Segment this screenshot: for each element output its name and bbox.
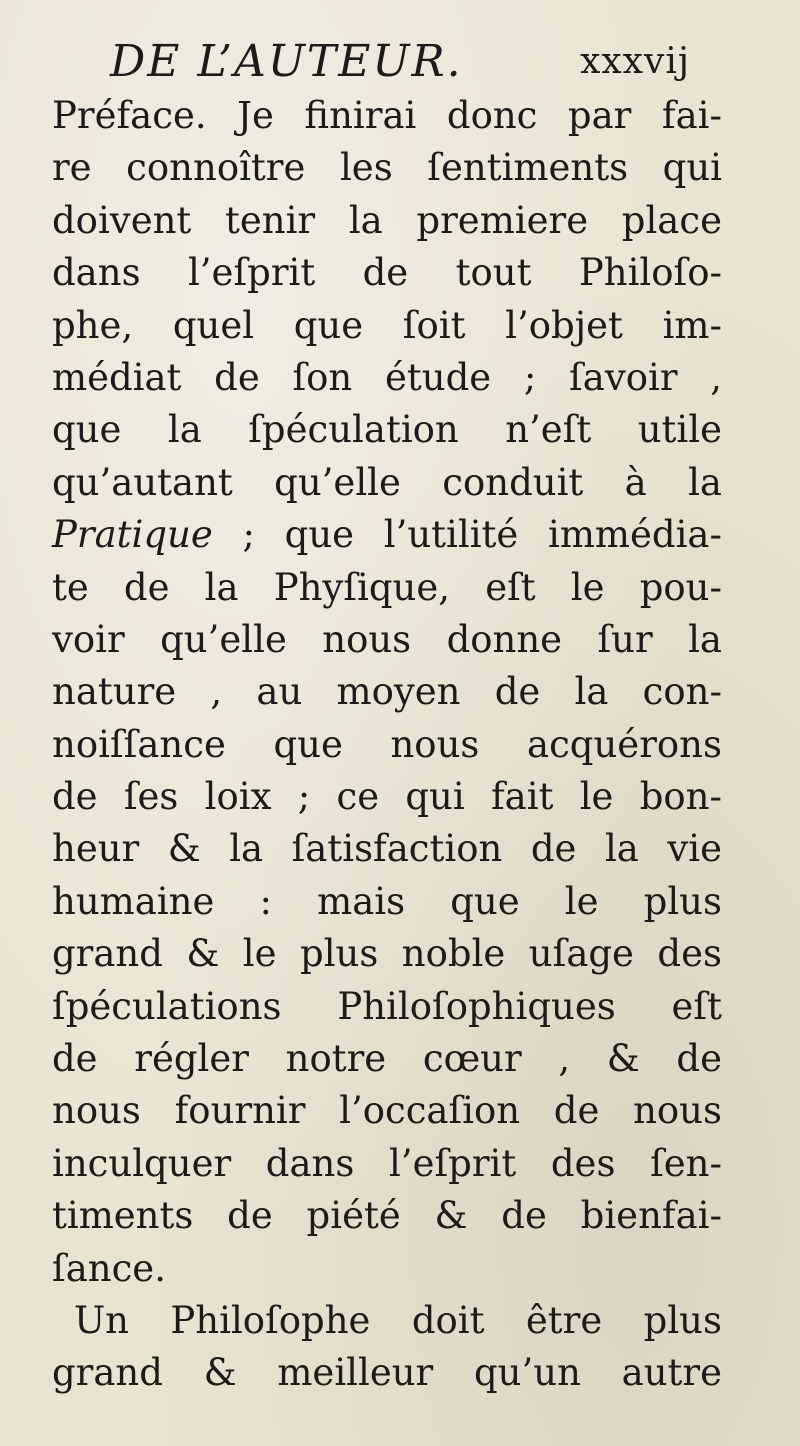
running-head-title: DE L’AUTEUR. [110, 36, 463, 87]
text-line: de ſes loix ; ce qui fait le bon- [52, 775, 722, 819]
text-line: nous fournir l’occaſion de nous [52, 1089, 722, 1133]
text-line: de régler notre cœur , & de [52, 1037, 722, 1081]
text-line: humaine : mais que le plus [52, 879, 722, 923]
text-line: voir qu’elle nous donne ſur la [52, 617, 722, 661]
italic-word: Pratique [52, 513, 213, 557]
text-line: grand & meilleur qu’un autre [52, 1351, 722, 1395]
text-line: inculquer dans l’eſprit des ſen- [52, 1141, 722, 1185]
text-line: heur & la ſatisfaction de la vie [52, 827, 722, 871]
running-head [110, 32, 690, 92]
body-text [52, 90, 722, 1400]
text-line: nature , au moyen de la con- [52, 670, 722, 714]
text-line: grand & le plus noble uſage des [52, 932, 722, 976]
text-line: timents de piété & de bienfai- [52, 1194, 722, 1238]
text-line: dans l’eſprit de tout Philoſo- [52, 251, 722, 295]
text-line [52, 509, 722, 561]
text-line: te de la Phyſique, eſt le pou- [52, 565, 722, 609]
text-line: phe, quel que ſoit l’objet im- [52, 303, 722, 347]
text-line: doivent tenir la premiere place [52, 198, 722, 242]
text-line: ſance. [52, 1246, 166, 1290]
text-line: médiat de ſon étude ; ſavoir , [52, 355, 722, 399]
line-remainder: ; que l’utilité immédia- [212, 513, 722, 557]
page-number: xxxvij [580, 41, 690, 82]
text-line: Un Philoſophe doit être plus [74, 1298, 722, 1342]
text-line: re connoître les ſentiments qui [52, 146, 722, 190]
text-line: noiſſance que nous acquérons [52, 722, 722, 766]
text-line: ſpéculations Philoſophiques eſt [52, 984, 722, 1028]
text-line: que la ſpéculation n’eſt utile [52, 408, 722, 452]
text-line: Préface. Je finirai donc par fai- [52, 94, 722, 137]
text-line: qu’autant qu’elle conduit à la [52, 460, 722, 504]
